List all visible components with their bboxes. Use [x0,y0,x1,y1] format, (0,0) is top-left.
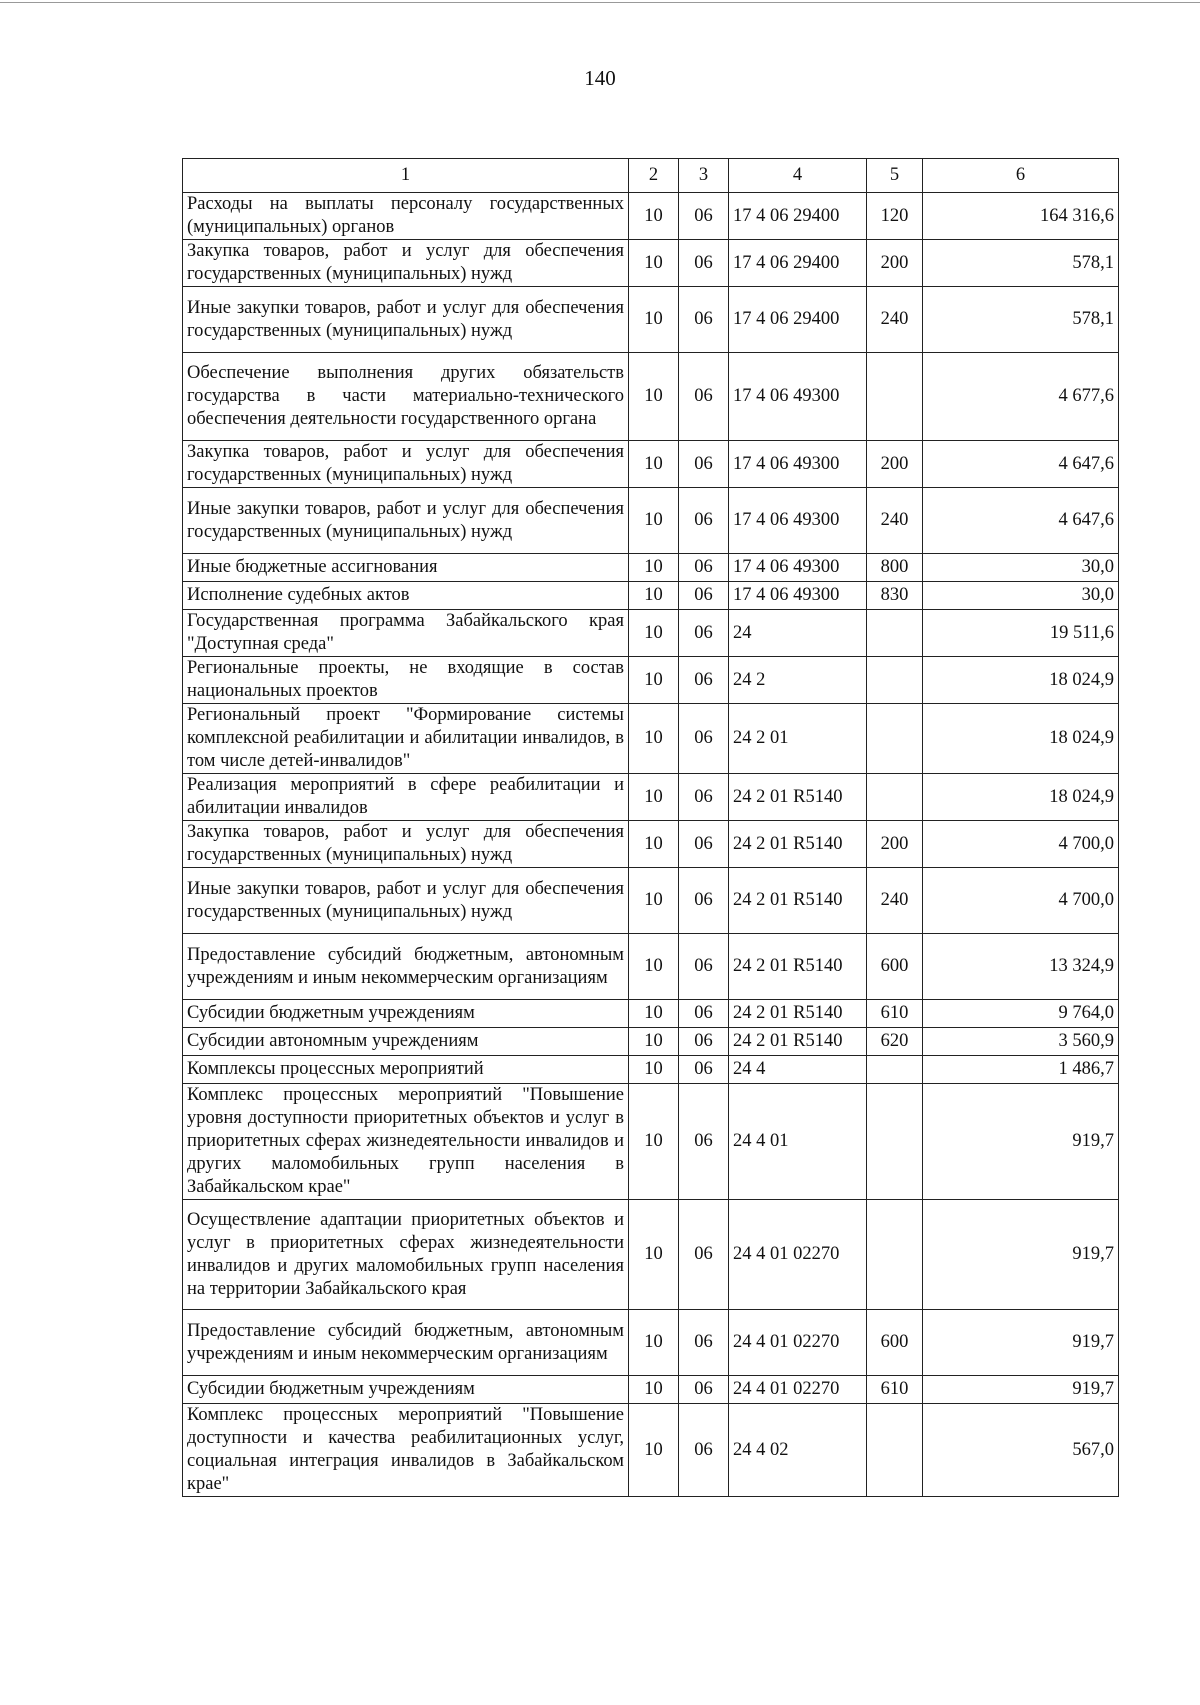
row-sum-cell: 919,7 [923,1310,1119,1376]
row-rz-cell: 10 [629,934,679,1000]
table-row [183,934,1119,1000]
row-sum-cell: 4 647,6 [923,488,1119,554]
table-row [183,287,1119,353]
row-pr-cell: 06 [679,554,729,582]
row-csr-cell: 24 4 02 [729,1404,867,1497]
row-csr-cell: 17 4 06 29400 [729,193,867,240]
table-row [183,821,1119,868]
table-row [183,582,1119,610]
row-sum-cell: 18 024,9 [923,774,1119,821]
row-name-cell: Исполнение судебных актов [183,582,629,610]
row-name-cell: Расходы на выплаты персоналу государственных (муниципальных) органов [183,193,629,240]
table-row [183,554,1119,582]
row-rz-cell: 10 [629,582,679,610]
row-name-cell: Субсидии бюджетным учреждениям [183,1376,629,1404]
row-vr-cell [867,1056,923,1084]
row-vr-cell [867,657,923,704]
row-vr-cell: 600 [867,1310,923,1376]
row-name-cell: Закупка товаров, работ и услуг для обеспечения государственных (муниципальных) нужд [183,821,629,868]
header-col-6: 6 [923,159,1119,193]
header-col-1: 1 [183,159,629,193]
row-vr-cell: 830 [867,582,923,610]
row-pr-cell: 06 [679,821,729,868]
row-pr-cell: 06 [679,441,729,488]
row-pr-cell: 06 [679,193,729,240]
table-row [183,1000,1119,1028]
table-row [183,610,1119,657]
row-vr-cell: 240 [867,287,923,353]
row-csr-cell: 24 2 01 R5140 [729,934,867,1000]
row-vr-cell: 200 [867,240,923,287]
row-rz-cell: 10 [629,488,679,554]
row-name-cell: Иные закупки товаров, работ и услуг для обеспечения государственных (муниципальных) нужд [183,488,629,554]
row-pr-cell: 06 [679,1084,729,1200]
table-header-row [183,159,1119,193]
row-vr-cell: 620 [867,1028,923,1056]
row-csr-cell: 24 4 01 02270 [729,1310,867,1376]
table-body [183,193,1119,1497]
row-sum-cell: 164 316,6 [923,193,1119,240]
row-csr-cell: 17 4 06 49300 [729,554,867,582]
row-pr-cell: 06 [679,774,729,821]
row-sum-cell: 4 700,0 [923,821,1119,868]
row-pr-cell: 06 [679,657,729,704]
row-pr-cell: 06 [679,240,729,287]
row-name-cell: Субсидии бюджетным учреждениям [183,1000,629,1028]
row-name-cell: Комплекс процессных мероприятий "Повышение доступности и качества реабилитационных услуг, социальная интеграция инвалидов в Забайкальском крае" [183,1404,629,1497]
row-sum-cell: 4 677,6 [923,353,1119,441]
row-pr-cell: 06 [679,610,729,657]
row-csr-cell: 17 4 06 49300 [729,582,867,610]
row-rz-cell: 10 [629,1310,679,1376]
row-vr-cell: 240 [867,488,923,554]
row-pr-cell: 06 [679,1056,729,1084]
header-col-3: 3 [679,159,729,193]
row-csr-cell: 24 [729,610,867,657]
row-name-cell: Реализация мероприятий в сфере реабилитации и абилитации инвалидов [183,774,629,821]
row-rz-cell: 10 [629,287,679,353]
row-sum-cell: 1 486,7 [923,1056,1119,1084]
row-pr-cell: 06 [679,1028,729,1056]
row-rz-cell: 10 [629,1000,679,1028]
table-row [183,1028,1119,1056]
budget-table [182,158,1119,1497]
row-name-cell: Комплекс процессных мероприятий "Повышение уровня доступности приоритетных объектов и услуг в приоритетных сферах жизнедеятельности инвалидов и других маломобильных групп населения в Забайкальском крае" [183,1084,629,1200]
row-pr-cell: 06 [679,488,729,554]
table-row [183,657,1119,704]
table-row [183,193,1119,240]
row-name-cell: Закупка товаров, работ и услуг для обеспечения государственных (муниципальных) нужд [183,240,629,287]
table-row [183,240,1119,287]
row-rz-cell: 10 [629,1404,679,1497]
row-sum-cell: 18 024,9 [923,704,1119,774]
row-rz-cell: 10 [629,774,679,821]
row-rz-cell: 10 [629,193,679,240]
row-vr-cell [867,774,923,821]
table-row [183,704,1119,774]
row-rz-cell: 10 [629,441,679,488]
row-sum-cell: 3 560,9 [923,1028,1119,1056]
header-col-5: 5 [867,159,923,193]
row-rz-cell: 10 [629,657,679,704]
row-sum-cell: 9 764,0 [923,1000,1119,1028]
row-csr-cell: 24 2 01 R5140 [729,1028,867,1056]
row-name-cell: Предоставление субсидий бюджетным, автономным учреждениям и иным некоммерческим организациям [183,934,629,1000]
row-csr-cell: 17 4 06 29400 [729,287,867,353]
row-rz-cell: 10 [629,353,679,441]
row-rz-cell: 10 [629,1056,679,1084]
row-pr-cell: 06 [679,582,729,610]
row-csr-cell: 24 2 [729,657,867,704]
row-sum-cell: 13 324,9 [923,934,1119,1000]
row-sum-cell: 578,1 [923,240,1119,287]
row-vr-cell: 200 [867,821,923,868]
row-sum-cell: 919,7 [923,1376,1119,1404]
row-csr-cell: 24 2 01 R5140 [729,821,867,868]
row-vr-cell: 800 [867,554,923,582]
row-pr-cell: 06 [679,1000,729,1028]
row-pr-cell: 06 [679,1376,729,1404]
row-pr-cell: 06 [679,353,729,441]
row-name-cell: Комплексы процессных мероприятий [183,1056,629,1084]
row-rz-cell: 10 [629,1028,679,1056]
header-col-2: 2 [629,159,679,193]
row-vr-cell: 240 [867,868,923,934]
table-row [183,1200,1119,1310]
row-pr-cell: 06 [679,868,729,934]
row-vr-cell [867,704,923,774]
row-vr-cell: 600 [867,934,923,1000]
row-name-cell: Иные бюджетные ассигнования [183,554,629,582]
row-sum-cell: 919,7 [923,1084,1119,1200]
row-pr-cell: 06 [679,934,729,1000]
table-row [183,1084,1119,1200]
row-sum-cell: 567,0 [923,1404,1119,1497]
row-name-cell: Обеспечение выполнения других обязательств государства в части материально-технического обеспечения деятельности государственного органа [183,353,629,441]
row-vr-cell: 610 [867,1376,923,1404]
row-name-cell: Государственная программа Забайкальского края "Доступная среда" [183,610,629,657]
row-name-cell: Предоставление субсидий бюджетным, автономным учреждениям и иным некоммерческим организациям [183,1310,629,1376]
row-vr-cell [867,610,923,657]
row-csr-cell: 24 4 01 02270 [729,1376,867,1404]
row-sum-cell: 19 511,6 [923,610,1119,657]
row-csr-cell: 17 4 06 49300 [729,441,867,488]
row-sum-cell: 578,1 [923,287,1119,353]
row-vr-cell: 120 [867,193,923,240]
row-csr-cell: 24 2 01 [729,704,867,774]
row-name-cell: Региональный проект "Формирование системы комплексной реабилитации и абилитации инвалидов, в том числе детей-инвалидов" [183,704,629,774]
row-rz-cell: 10 [629,1200,679,1310]
row-sum-cell: 30,0 [923,554,1119,582]
row-name-cell: Субсидии автономным учреждениям [183,1028,629,1056]
row-csr-cell: 24 2 01 R5140 [729,774,867,821]
row-vr-cell [867,1404,923,1497]
row-rz-cell: 10 [629,868,679,934]
table-row [183,868,1119,934]
row-name-cell: Закупка товаров, работ и услуг для обеспечения государственных (муниципальных) нужд [183,441,629,488]
row-csr-cell: 24 2 01 R5140 [729,868,867,934]
row-pr-cell: 06 [679,1404,729,1497]
table-row [183,1376,1119,1404]
row-sum-cell: 30,0 [923,582,1119,610]
table-row [183,441,1119,488]
row-csr-cell: 17 4 06 49300 [729,488,867,554]
row-vr-cell: 200 [867,441,923,488]
row-csr-cell: 24 4 01 02270 [729,1200,867,1310]
row-rz-cell: 10 [629,704,679,774]
page-number: 140 [584,66,616,90]
row-name-cell: Иные закупки товаров, работ и услуг для обеспечения государственных (муниципальных) нужд [183,868,629,934]
row-csr-cell: 17 4 06 29400 [729,240,867,287]
row-rz-cell: 10 [629,240,679,287]
page-top-edge [0,2,1200,3]
row-csr-cell: 24 4 01 [729,1084,867,1200]
table-row [183,1404,1119,1497]
row-vr-cell: 610 [867,1000,923,1028]
row-sum-cell: 4 647,6 [923,441,1119,488]
row-csr-cell: 24 2 01 R5140 [729,1000,867,1028]
row-rz-cell: 10 [629,1084,679,1200]
row-csr-cell: 17 4 06 49300 [729,353,867,441]
row-pr-cell: 06 [679,287,729,353]
row-sum-cell: 919,7 [923,1200,1119,1310]
row-rz-cell: 10 [629,1376,679,1404]
row-rz-cell: 10 [629,821,679,868]
table-row [183,488,1119,554]
row-name-cell: Осуществление адаптации приоритетных объектов и услуг в приоритетных сферах жизнедеятельности инвалидов и других маломобильных групп населения на территории Забайкальского края [183,1200,629,1310]
row-name-cell: Иные закупки товаров, работ и услуг для обеспечения государственных (муниципальных) нужд [183,287,629,353]
row-pr-cell: 06 [679,704,729,774]
row-vr-cell [867,1200,923,1310]
table-row [183,1310,1119,1376]
row-name-cell: Региональные проекты, не входящие в состав национальных проектов [183,657,629,704]
row-rz-cell: 10 [629,610,679,657]
row-csr-cell: 24 4 [729,1056,867,1084]
row-vr-cell [867,1084,923,1200]
table-row [183,1056,1119,1084]
row-pr-cell: 06 [679,1200,729,1310]
table-row [183,353,1119,441]
row-vr-cell [867,353,923,441]
row-rz-cell: 10 [629,554,679,582]
row-pr-cell: 06 [679,1310,729,1376]
row-sum-cell: 18 024,9 [923,657,1119,704]
row-sum-cell: 4 700,0 [923,868,1119,934]
header-col-4: 4 [729,159,867,193]
table-row [183,774,1119,821]
